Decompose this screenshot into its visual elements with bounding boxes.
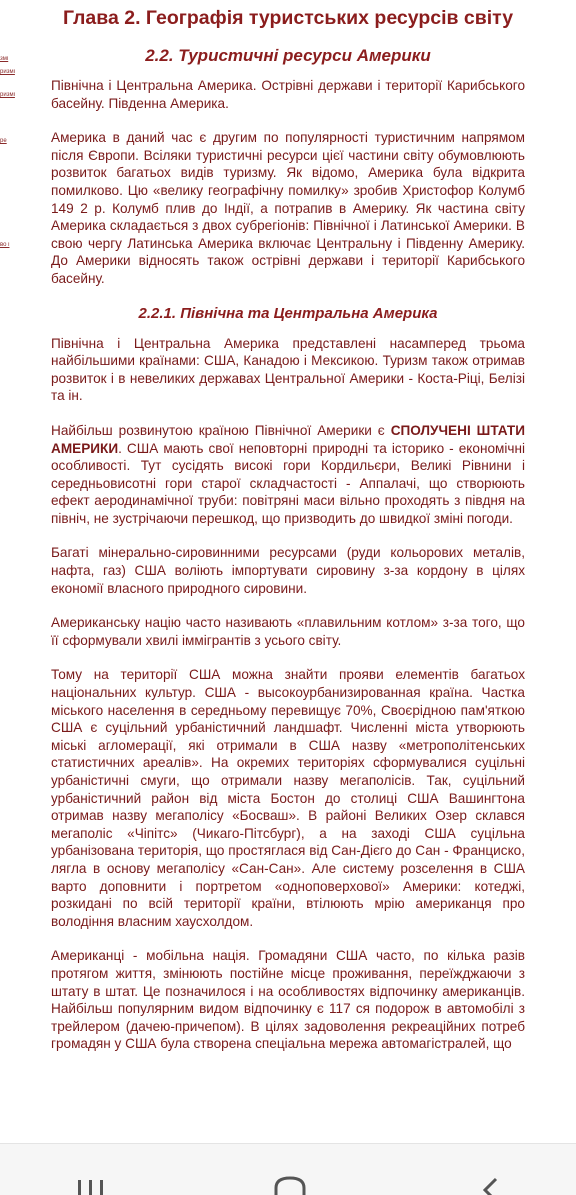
side-link[interactable]: ризмі [0,69,15,75]
side-link[interactable]: ре [0,138,7,144]
side-link[interactable]: ризмі [0,92,15,98]
recent-apps-button[interactable] [71,1174,111,1195]
system-navigation-bar [0,1143,576,1195]
paragraph: Північна і Центральна Америка представлені насамперед трьома найбільшими країнами: США, Канадою і Мексикою. Туризм також отримав розвиток і в невеликих державах Центральної Америки - Коста-Ріці, Белізі та ін. [51,335,525,404]
home-icon [270,1174,310,1195]
subsection-title: 2.2.1. Північна та Центральна Америка [138,304,438,322]
article [51,0,525,1070]
recent-apps-icon [71,1174,111,1195]
section-title: 2.2. Туристичні ресурси Америки [145,46,431,65]
country-name-bold: СПОЛУЧЕНІ ШТАТИ АМЕРИКИ [51,422,525,456]
paragraph: Американську націю часто називають «плавильним котлом» з-за того, що її сформували хвилі іммігрантів з усього світу. [51,615,525,648]
chapter-title: Глава 2. Географія туристських ресурсів світу [62,7,514,29]
paragraph: Американці - мобільна нація. Громадяни США часто, по кілька разів протягом життя, змінюють постійне місце проживання, переїжджаючи з штату в штат. Це позначилося і на особливостях відпочинку американців. Найбільш популярним видом відпочинку є 117 ся подорож в автомобілі з трейлером (дачею-причепом). В цілях задоволення рекреаційних потреб громадян у США була створена спеціальна мережа автомагістралей, що [51,948,525,1052]
paragraph: Америка в даний час є другим по популярності туристичним напрямом після Європи. Всіляки туристичні ресурси цієї частини світу обумовлюють розвиток багатьох видів туризму. Як відомо, Америка була відкрита помилково. Цю «велику географічну помилку» зробив Христофор Колумб 149 2 р. Колумб плив до Індії, а потрапив в Америку. Як частина світу Америка складається з двох субрегіонів: Північної і Латинської Америки. В свою чергу Латинська Америка включає Центральну і Південну Америку. До Америки відносять також острівні держави і території Карибського басейну. [51,130,525,286]
paragraph-text: . США мають свої неповторні природні та історико - економічні особливості. Тут сусідять високі гори Кордильєри, Великі Рівнини і середньовисотні гори старої складчастості - Аппалачі, що створюють ефект аеродинамічної труби: повітряні маси вільно проходять з півдня на північ, не зустрічаючи перешкод, що призводить до швидкої зміні погоди. [51,440,525,526]
paragraph-text: Найбільш розвинутою країною Північної Америки є [51,422,391,438]
side-link[interactable]: во і [0,242,10,248]
side-link[interactable]: змі [0,56,9,62]
home-button[interactable] [270,1174,310,1195]
paragraph-usa [51,422,525,528]
back-button[interactable] [470,1174,510,1195]
back-icon [470,1174,510,1195]
paragraph: Північна і Центральна Америка. Острівні держави і території Карибського басейну. Південна Америка. [51,78,525,111]
paragraph: Тому на території США можна знайти прояви елементів багатьох національних культур. США - высокоурбанизированная країна. Частка міського населення в середньому перевищує 70%, Своєрідною пам'яткою США є суцільний урбаністичний ландшафт. Численні міста утворюють міські агломерації, які отримали в США назву «метрополітенських статистичних ареалів». На окремих територіях сформувалися суцільні урбаністичні смуги, що отримали назву мегаполісів. Так, суцільний урбаністичний район від міста Бостон до столиці США Вашингтона отримав назву мегаполісу «Босваш». В районі Великих Озер склався мегаполіс «Чіпітс» (Чикаго-Пітсбург), а на заході США суцільна урбанізована територія, що простяглася від Сан-Дієго до Сан - Франциско, лягла в основу мегаполісу «Сан-Сан». Але систему розселення в США варто доповнити і портретом «одноповерхової» Америки: котеджі, розкидані по всій території країни, втілюють мрію американця про володіння власним хаусхолдом. [51,667,525,929]
paragraph: Багаті мінерально-сировинними ресурсами (руди кольорових металів, нафта, газ) США воліють імпортувати сировину з-за кордону в цілях економії власного природного сировини. [51,545,525,596]
